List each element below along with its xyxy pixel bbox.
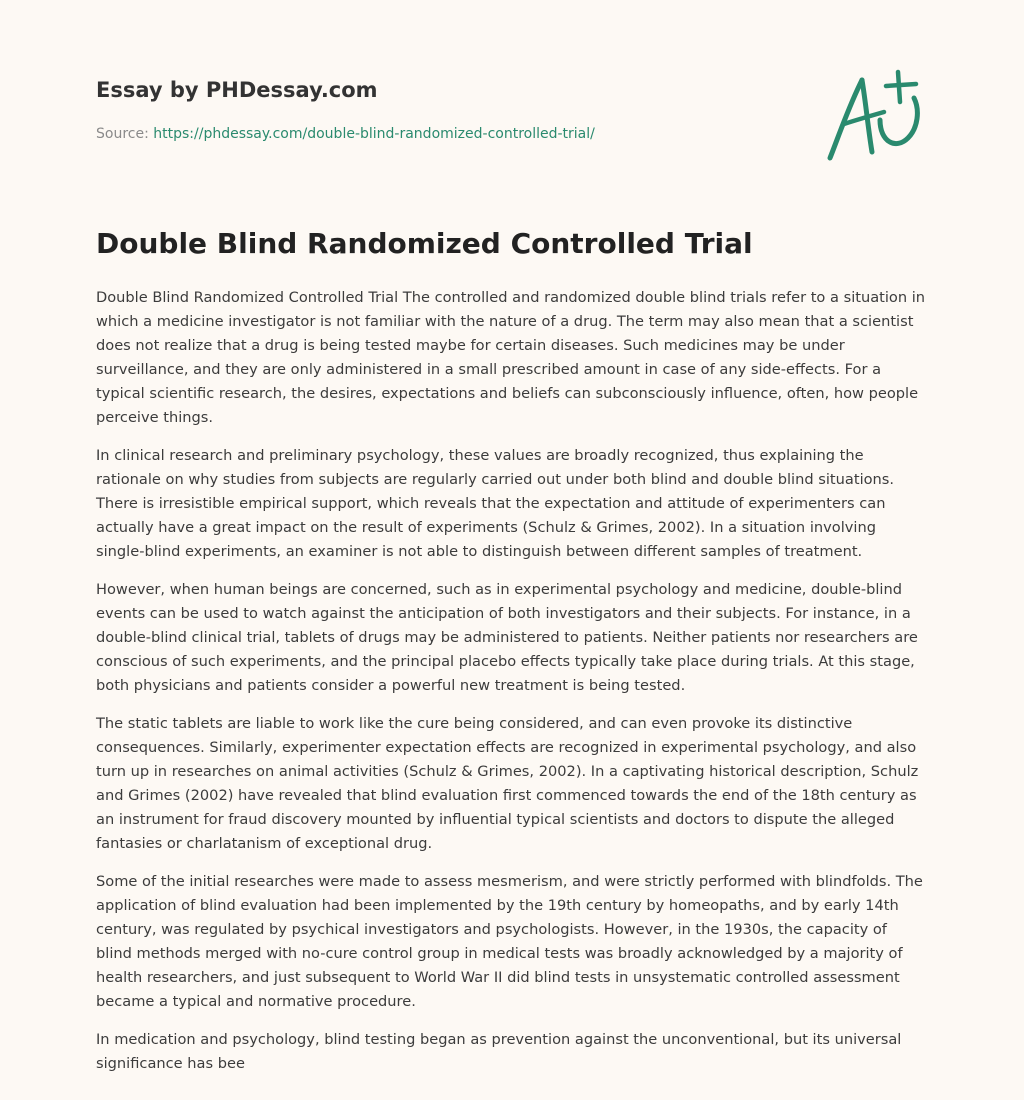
essay-paragraph: In clinical research and preliminary psychology, these values are broadly recognized, thus explaining the rationale on why studies from subjects are regularly carried out under both blind and double blind situations. There is irresistible empirical support, which reveals that the expectation and attitude of experimenters can actually have a great impact on the result of experiments (Schulz & Grimes, 2002). In a situation involving single-blind experiments, an examiner is not able to distinguish between different samples of treatment. — [96, 447, 895, 560]
essay-paragraph: However, when human beings are concerned, such as in experimental psychology and medicine, double-blind events can be used to watch against the anticipation of both investigators and their subjects. For instance, in a double-blind clinical trial, tablets of drugs may be administered to patients. Neither patients nor researchers are conscious of such experiments, and the principal placebo effects typically take place during trials. At this stage, both physicians and patients consider a powerful new treatment is being tested. — [96, 581, 918, 694]
essay-paragraph: In medication and psychology, blind testing began as prevention against the unconventional, but its universal significance has bee — [96, 1031, 902, 1072]
essay-body — [96, 286, 926, 1090]
page-header — [96, 74, 796, 144]
site-title: Essay by PHDessay.com — [96, 78, 378, 102]
source-label: Source: — [96, 126, 154, 142]
source-link[interactable]: https://phdessay.com/double-blind-randomized-controlled-trial/ — [153, 126, 595, 142]
essay-paragraph: Double Blind Randomized Controlled Trial The controlled and randomized double blind trials refer to a situation in which a medicine investigator is not familiar with the nature of a drug. The term may also mean that a scientist does not realize that a drug is being tested maybe for certain diseases. Such medicines may be under surveillance, and they are only administered in a small prescribed amount in case of any side-effects. For a typical scientific research, the desires, expectations and beliefs can subconsciously influence, often, how people perceive things. — [96, 289, 926, 426]
essay-paragraph: Some of the initial researches were made to assess mesmerism, and were strictly performed with blindfolds. The application of blind evaluation had been implemented by the 19th century by homeopaths, and by early 14th century, was regulated by psychical investigators and psychologists. However, in the 1930s, the capacity of blind methods merged with no-cure control group in medical tests was broadly acknowledged by a majority of health researchers, and just subsequent to World War II did blind tests in unsystematic controlled assessment became a typical and normative procedure. — [96, 873, 923, 1010]
essay-title: Double Blind Randomized Controlled Trial — [96, 227, 753, 260]
source-line — [96, 124, 796, 144]
a-plus-logo-icon — [822, 68, 930, 164]
essay-paragraph: The static tablets are liable to work like the cure being considered, and can even provoke its distinctive consequences. Similarly, experimenter expectation effects are recognized in experimental psychology, and also turn up in researches on animal activities (Schulz & Grimes, 2002). In a captivating historical description, Schulz and Grimes (2002) have revealed that blind evaluation first commenced towards the end of the 18th century as an instrument for fraud discovery mounted by influential typical scientists and doctors to dispute the alleged fantasies or charlatanism of exceptional drug. — [96, 715, 919, 852]
